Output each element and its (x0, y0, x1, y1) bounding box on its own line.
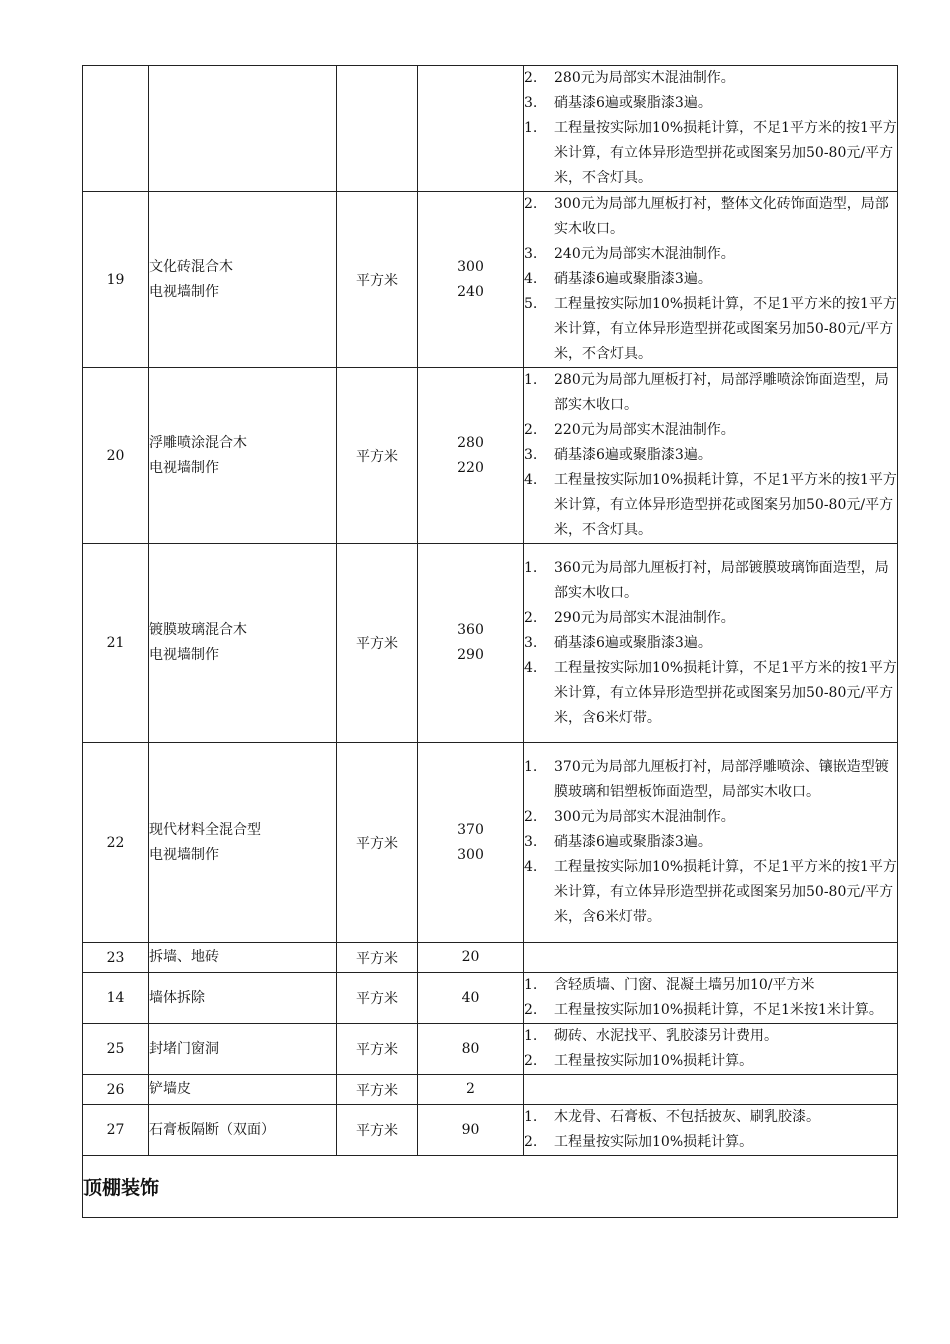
item-name (149, 943, 337, 973)
price-table (82, 65, 898, 1218)
note-text: 300元为局部实木混油制作。 (554, 809, 735, 825)
notes (524, 743, 898, 943)
item-name-line: 石膏板隔断（双面） (149, 1121, 275, 1138)
row-number (83, 66, 149, 192)
note-number: 2. (524, 196, 538, 212)
unit-price (418, 544, 524, 743)
unit (337, 66, 418, 192)
section-title: 顶棚装饰 (83, 1156, 898, 1218)
item-name-line: 电视墙制作 (149, 283, 219, 300)
unit-price (418, 368, 524, 544)
note-text: 工程量按实际加10%损耗计算。 (554, 1053, 754, 1069)
note-item (524, 468, 897, 543)
item-name-line: 浮雕喷涂混合木 (149, 434, 247, 451)
note-text: 工程量按实际加10%损耗计算，不足1平方米的按1平方米计算，有立体异形造型拼花或图案另加50-80元/平方米，不含灯具。 (554, 472, 897, 538)
price-value: 290 (457, 647, 484, 663)
price-value: 20 (461, 949, 480, 965)
table-row (83, 973, 898, 1024)
note-number: 2. (524, 422, 538, 438)
notes-list (524, 1024, 897, 1074)
note-item (524, 855, 897, 930)
note-number: 1. (524, 1109, 538, 1125)
price-value: 40 (461, 989, 480, 1006)
row-number: 27 (83, 1105, 149, 1156)
notes (524, 66, 898, 192)
table-row (83, 1024, 898, 1075)
note-number: 3. (524, 834, 538, 850)
row-number: 26 (83, 1075, 149, 1105)
note-number: 2. (524, 609, 538, 626)
note-text: 290元为局部实木混油制作。 (554, 609, 735, 626)
note-text: 300元为局部九厘板打衬，整体文化砖饰面造型，局部实木收口。 (554, 196, 889, 237)
item-name-line: 墙体拆除 (149, 989, 205, 1006)
note-text: 工程量按实际加10%损耗计算，不足1平方米的按1平方米计算，有立体异形造型拼花或图案另加50-80元/平方米，不含灯具。 (554, 296, 897, 362)
note-item (524, 1130, 897, 1155)
note-number: 2. (524, 809, 538, 825)
item-name (149, 973, 337, 1024)
unit: 平方米 (337, 743, 418, 943)
unit: 平方米 (337, 1105, 418, 1156)
note-text: 硝基漆6遍或聚脂漆3遍。 (554, 95, 712, 111)
unit-price (418, 192, 524, 368)
table-row (83, 1105, 898, 1156)
unit-price (418, 1024, 524, 1075)
notes-list (524, 755, 897, 930)
notes (524, 368, 898, 544)
item-name-line: 现代材料全混合型 (149, 821, 261, 838)
price-value: 240 (457, 283, 484, 300)
item-name (149, 1024, 337, 1075)
row-number: 23 (83, 943, 149, 973)
note-item (524, 368, 897, 418)
note-number: 5. (524, 296, 538, 312)
note-item (524, 830, 897, 855)
note-number: 1. (524, 1028, 538, 1044)
price-value: 300 (457, 846, 484, 863)
notes-list (524, 368, 897, 543)
unit-price (418, 66, 524, 192)
price-value: 360 (457, 622, 484, 638)
section-row (83, 1156, 898, 1218)
note-text: 240元为局部实木混油制作。 (554, 246, 735, 262)
note-number: 2. (524, 1002, 538, 1018)
note-text: 硝基漆6遍或聚脂漆3遍。 (554, 634, 712, 651)
item-name-line: 镀膜玻璃混合木 (149, 622, 247, 638)
note-text: 工程量按实际加10%损耗计算，不足1米按1米计算。 (554, 1002, 883, 1018)
item-name (149, 1075, 337, 1105)
note-item (524, 755, 897, 805)
notes-list (524, 1105, 897, 1155)
note-text: 工程量按实际加10%损耗计算，不足1平方米的按1平方米计算，有立体异形造型拼花或图案另加50-80元/平方米，含6米灯带。 (554, 859, 897, 925)
table-row (83, 368, 898, 544)
note-text: 工程量按实际加10%损耗计算。 (554, 1134, 754, 1150)
notes (524, 973, 898, 1024)
note-text: 砌砖、水泥找平、乳胶漆另计费用。 (554, 1028, 778, 1044)
item-name-line: 文化砖混合木 (149, 258, 233, 275)
row-number: 20 (83, 368, 149, 544)
item-name-line: 电视墙制作 (149, 459, 219, 476)
note-number: 1. (524, 559, 538, 576)
table-row (83, 743, 898, 943)
note-number: 1. (524, 759, 538, 775)
note-text: 含轻质墙、门窗、混凝土墙另加10/平方米 (554, 977, 815, 993)
item-name (149, 544, 337, 743)
note-item (524, 116, 897, 191)
unit-price (418, 973, 524, 1024)
note-text: 220元为局部实木混油制作。 (554, 422, 735, 438)
note-item (524, 66, 897, 91)
row-number: 19 (83, 192, 149, 368)
row-number: 25 (83, 1024, 149, 1075)
item-name (149, 368, 337, 544)
table-row (83, 1075, 898, 1105)
notes-list (524, 192, 897, 367)
note-item (524, 418, 897, 443)
row-number: 14 (83, 973, 149, 1024)
unit: 平方米 (337, 368, 418, 544)
item-name (149, 743, 337, 943)
note-item (524, 443, 897, 468)
note-number: 3. (524, 447, 538, 463)
note-number: 3. (524, 95, 538, 111)
row-number: 21 (83, 544, 149, 743)
note-number: 3. (524, 246, 538, 262)
item-name (149, 66, 337, 192)
price-value: 280 (457, 434, 484, 451)
note-text: 280元为局部实木混油制作。 (554, 70, 735, 86)
note-item (524, 805, 897, 830)
row-number: 22 (83, 743, 149, 943)
unit-price (418, 943, 524, 973)
note-item (524, 656, 897, 731)
note-number: 2. (524, 1134, 538, 1150)
notes-list (524, 973, 897, 1023)
note-number: 3. (524, 634, 538, 651)
item-name-line: 封堵门窗洞 (149, 1040, 219, 1057)
unit: 平方米 (337, 943, 418, 973)
note-item (524, 192, 897, 242)
notes (524, 943, 898, 973)
notes-list (524, 66, 897, 191)
notes (524, 192, 898, 368)
unit-price (418, 1075, 524, 1105)
note-item (524, 1024, 897, 1049)
notes (524, 1024, 898, 1075)
unit: 平方米 (337, 973, 418, 1024)
note-item (524, 292, 897, 367)
note-item (524, 973, 897, 998)
note-item (524, 1049, 897, 1074)
note-text: 工程量按实际加10%损耗计算，不足1平方米的按1平方米计算，有立体异形造型拼花或图案另加50-80元/平方米，含6米灯带。 (554, 659, 897, 726)
note-text: 280元为局部九厘板打衬，局部浮雕喷涂饰面造型，局部实木收口。 (554, 372, 889, 413)
price-value: 300 (457, 258, 484, 275)
note-text: 硝基漆6遍或聚脂漆3遍。 (554, 447, 712, 463)
note-item (524, 998, 897, 1023)
notes (524, 544, 898, 743)
note-text: 硝基漆6遍或聚脂漆3遍。 (554, 834, 712, 850)
note-number: 4. (524, 472, 538, 488)
note-number: 4. (524, 271, 538, 287)
unit-price (418, 743, 524, 943)
note-item (524, 631, 897, 656)
note-number: 1. (524, 120, 538, 136)
note-number: 1. (524, 977, 538, 993)
note-item (524, 91, 897, 116)
table-row (83, 192, 898, 368)
notes (524, 1105, 898, 1156)
item-name-line: 铲墙皮 (149, 1081, 191, 1097)
unit-price (418, 1105, 524, 1156)
price-value: 80 (461, 1040, 480, 1057)
price-value: 90 (461, 1121, 480, 1138)
unit: 平方米 (337, 1024, 418, 1075)
item-name-line: 电视墙制作 (149, 846, 219, 863)
notes (524, 1075, 898, 1105)
price-value: 370 (457, 821, 484, 838)
unit: 平方米 (337, 192, 418, 368)
unit: 平方米 (337, 1075, 418, 1105)
table-row (83, 66, 898, 192)
note-number: 1. (524, 372, 538, 388)
note-number: 4. (524, 859, 538, 875)
notes-list (524, 556, 897, 731)
note-item (524, 242, 897, 267)
item-name (149, 192, 337, 368)
note-text: 工程量按实际加10%损耗计算，不足1平方米的按1平方米计算，有立体异形造型拼花或图案另加50-80元/平方米，不含灯具。 (554, 120, 897, 186)
note-number: 4. (524, 659, 538, 676)
note-text: 370元为局部九厘板打衬，局部浮雕喷涂、镶嵌造型镀膜玻璃和铝塑板饰面造型，局部实木收口。 (554, 759, 889, 800)
price-value: 220 (457, 459, 484, 476)
note-item (524, 606, 897, 631)
note-text: 360元为局部九厘板打衬，局部镀膜玻璃饰面造型，局部实木收口。 (554, 559, 889, 601)
note-number: 2. (524, 70, 538, 86)
note-item (524, 267, 897, 292)
note-item (524, 556, 897, 606)
note-text: 木龙骨、石膏板、不包括披灰、刷乳胶漆。 (554, 1109, 820, 1125)
item-name (149, 1105, 337, 1156)
note-item (524, 1105, 897, 1130)
note-text: 硝基漆6遍或聚脂漆3遍。 (554, 271, 712, 287)
unit: 平方米 (337, 544, 418, 743)
item-name-line: 拆墙、地砖 (149, 949, 219, 965)
price-table-body (83, 66, 898, 1156)
note-number: 2. (524, 1053, 538, 1069)
item-name-line: 电视墙制作 (149, 647, 219, 663)
table-row (83, 943, 898, 973)
table-row (83, 544, 898, 743)
price-value: 2 (466, 1081, 475, 1097)
